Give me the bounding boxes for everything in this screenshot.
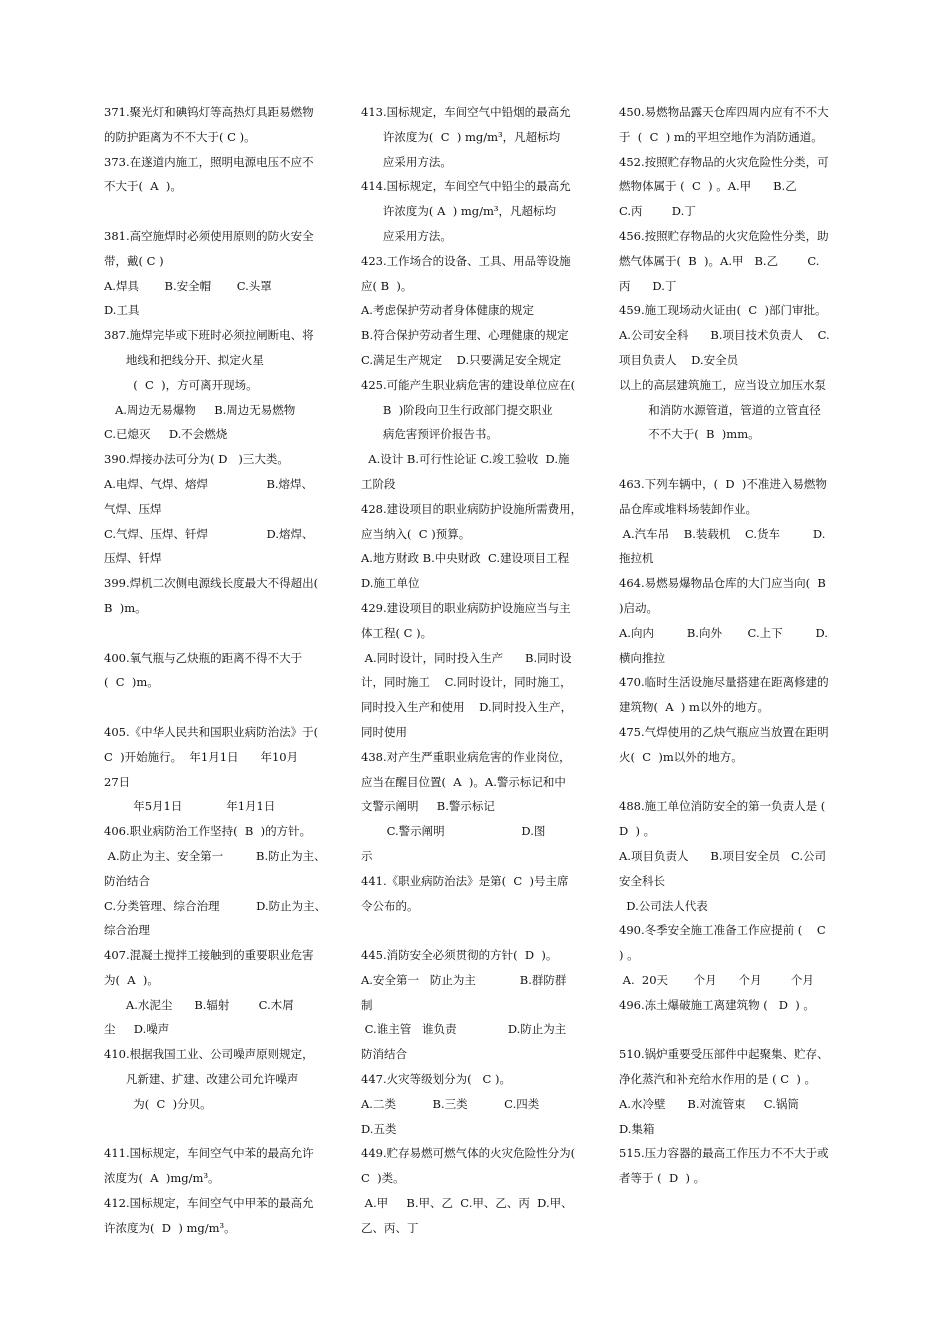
text-line: ( C )m。 (104, 675, 159, 690)
text-line: 413.国标规定，车间空气中铅烟的最高允 (361, 105, 571, 119)
text-line: 净化蒸汽和补充给水作用的是 ( C ) 。 (619, 1072, 817, 1087)
text-line: 459.施工现场动火证由( C )部门审批。 (619, 303, 827, 318)
text-line: 工阶段 (361, 476, 396, 491)
text-line: D.集箱 (619, 1121, 655, 1136)
text-line: 项目负责人 D.安全员 (619, 352, 739, 367)
text-line: B )m。 (104, 600, 147, 615)
text-line: 横向推拉 (619, 650, 665, 665)
text-line: A.电焊、气焊、熔焊 B.熔焊、 (104, 476, 314, 491)
text-line: A.考虑保护劳动者身体健康的规定 (361, 303, 534, 318)
text-line: 尘 D.噪声 (104, 1022, 170, 1037)
text-line: 年5月1日 年1月1日 (104, 799, 276, 814)
text-line: 应( B )。 (361, 278, 413, 293)
text-line: A.向内 B.向外 C.上下 D. (619, 625, 828, 640)
text-line: 371.聚光灯和碘钨灯等高热灯具距易燃物 (104, 105, 314, 119)
text-line: 27日 (104, 774, 131, 789)
text-line: 475.气焊使用的乙炔气瓶应当放置在距明 (619, 724, 829, 739)
text-line: 为( A )。 (104, 972, 159, 987)
text-line: A.防止为主、安全第一 B.防止为主、 (104, 848, 326, 863)
text-line: 应采用方法。 (361, 154, 452, 169)
text-line: C.丙 D.丁 (619, 204, 696, 219)
text-line: C.已熄灭 D.不会燃烧 (104, 427, 228, 442)
text-line: 441.《职业病防治法》是第( C )号主席 (361, 873, 569, 888)
text-line: 综合治理 (104, 923, 150, 938)
text-line: 464.易燃易爆物品仓库的大门应当向( B (619, 576, 826, 591)
text-line: C.满足生产规定 D.只要满足安全规定 (361, 352, 562, 367)
text-line: 建筑物( A ) m以外的地方。 (619, 700, 769, 715)
text-line: 390.焊接办法可分为( D )三大类。 (104, 452, 289, 467)
text-line: A.设计 B.可行性论证 C.竣工验收 D.施 (361, 452, 570, 467)
text-line: D ) 。 (619, 824, 656, 839)
text-line: 387.施焊完毕或下班时必须拉闸断电、将 (104, 328, 314, 343)
text-line: 381.高空施焊时必须使用原则的防火安全 (104, 228, 314, 243)
text-line: 许浓度为( C ) mg/m³，凡超标均 (361, 129, 561, 144)
text-line: 425.可能产生职业病危害的建设单位应在( (361, 377, 576, 392)
text-line: D.五类 (361, 1121, 397, 1136)
text-line: 拖拉机 (619, 551, 654, 566)
text-line: C.谁主管 谁负责 D.防止为主 (361, 1022, 567, 1037)
text-line: 地线和把线分开、拟定火星 (104, 352, 264, 367)
text-line: 496.冻土爆破施工离建筑物 ( D ) 。 (619, 997, 815, 1012)
text-line: 452.按照贮存物品的火灾危险性分类，可 (619, 154, 829, 169)
text-line: 411.国标规定，车间空气中苯的最高允许 (104, 1146, 314, 1161)
text-line: C.气焊、压焊、钎焊 D.熔焊、 (104, 526, 314, 541)
text-line: 515.压力容器的最高工作压力不不大于或 (619, 1146, 829, 1161)
text-line: 和消防水源管道，管道的立管直径 (619, 402, 821, 417)
text-line: A.水泥尘 B.辐射 C.木屑 (104, 997, 294, 1012)
text-line: D.施工单位 (361, 576, 420, 591)
text-line: 414.国标规定，车间空气中铅尘的最高允 (361, 179, 571, 194)
text-line: 429.建设项目的职业病防护设施应当与主 (361, 600, 571, 615)
text-line (619, 447, 844, 472)
text-line: 浓度为( A )mg/m³。 (104, 1171, 220, 1186)
text-line: A.项目负责人 B.项目安全员 C.公司 (619, 848, 827, 863)
text-line (361, 918, 587, 943)
text-line: 令公布的。 (361, 898, 419, 913)
text-line: C )类。 (361, 1171, 405, 1186)
text-line: 乙、丙、丁 (361, 1220, 419, 1235)
text-line: 气焊、压焊 (104, 501, 162, 516)
text-line: 品仓库或堆料场装卸作业。 (619, 501, 757, 516)
text-line: 体工程( C )。 (361, 625, 433, 640)
text-line: )启动。 (619, 600, 658, 615)
text-line: D.工具 (104, 303, 140, 318)
text-line: D.公司法人代表 (619, 898, 708, 913)
text-line: A.公司安全科 B.项目技术负责人 C. (619, 328, 830, 343)
text-line: 510.锅炉重要受压部件中起聚集、贮存、 (619, 1047, 829, 1062)
text-line (104, 199, 332, 224)
text-line (104, 621, 332, 646)
text-line: A.水冷壁 B.对流管束 C.锅筒 (619, 1096, 799, 1111)
text-line: 400.氧气瓶与乙炔瓶的距离不得不大于 (104, 650, 303, 665)
text-line: 同时投入生产和使用 D.同时投入生产， (361, 700, 573, 715)
text-line: 450.易燃物品露天仓库四周内应有不不大 (619, 105, 829, 119)
text-line: 399.焊机二次侧电源线长度最大不得超出( (104, 576, 319, 591)
text-line: ) 。 (619, 948, 639, 963)
text-line: 490.冬季安全施工准备工作应提前 ( C (619, 923, 826, 938)
text-line: C.警示阐明 D.图 (361, 824, 546, 839)
text-line: 带，戴( C ) (104, 253, 164, 268)
text-line: 火( C )m以外的地方。 (619, 749, 743, 764)
text-line: A.安全第一 防止为主 B.群防群 (361, 972, 567, 987)
text-line: 示 (361, 848, 373, 863)
text-line: 同时使用 (361, 724, 407, 739)
text-line: 488.施工单位消防安全的第一负责人是 ( (619, 799, 826, 814)
column-right (619, 100, 844, 1191)
text-line: 凡新建、扩建、改建公司允许噪声 (104, 1072, 299, 1087)
text-line (619, 1017, 844, 1042)
text-line: 者等于 ( D ) 。 (619, 1171, 706, 1186)
text-line: A.焊具 B.安全帽 C.头罩 (104, 278, 272, 293)
text-line: 449.贮存易燃可燃气体的火灾危险性分为( (361, 1146, 576, 1161)
text-line: 文警示阐明 B.警示标记 (361, 799, 495, 814)
text-line: 防消结合 (361, 1047, 407, 1062)
text-line: 423.工作场合的设备、工具、用品等设施 (361, 253, 571, 268)
text-line: 412.国标规定，车间空气中甲苯的最高允 (104, 1196, 314, 1211)
text-line: 丙 D.丁 (619, 278, 677, 293)
text-line (104, 695, 332, 720)
text-line: A.甲 B.甲、乙 C.甲、乙、丙 D.甲、 (361, 1196, 573, 1211)
text-line: 373.在遂道内施工，照明电源电压不应不 (104, 154, 314, 169)
text-line: 463.下列车辆中，( D )不准进入易燃物 (619, 476, 827, 491)
text-line: 406.职业病防治工作坚持( B )的方针。 (104, 824, 312, 839)
text-line: 病危害预评价报告书。 (361, 427, 498, 442)
text-line: C )开始施行。 年1月1日 年10月 (104, 749, 299, 764)
text-line: 428.建设项目的职业病防护设施所需费用， (361, 501, 583, 516)
text-line: C.分类管理、综合治理 D.防止为主、 (104, 898, 327, 913)
text-line: A.周边无易爆物 B.周边无易燃物 (104, 402, 296, 417)
text-line: B.符合保护劳动者生理、心理健康的规定 (361, 328, 569, 343)
text-line: 438.对产生严重职业病危害的作业岗位， (361, 749, 571, 764)
text-line: ( C )，方可离开现场。 (104, 377, 258, 392)
text-line: 456.按照贮存物品的火灾危险性分类，助 (619, 228, 829, 243)
text-line: 安全科长 (619, 873, 665, 888)
text-line: 445.消防安全必须贯彻的方针( D )。 (361, 948, 558, 963)
text-line: A.二类 B.三类 C.四类 (361, 1096, 540, 1111)
text-line: 不大于( A )。 (104, 179, 182, 194)
text-line: 470.临时生活设施尽量搭建在距离修建的 (619, 675, 829, 690)
text-line: A.同时设计，同时投入生产 B.同时设 (361, 650, 572, 665)
text-line: 许浓度为( A ) mg/m³，凡超标均 (361, 204, 556, 219)
text-line: 的防护距离为不不大于( C )。 (104, 129, 256, 144)
text-line: A.汽车吊 B.装载机 C.货车 D. (619, 526, 826, 541)
text-line: 407.混凝土搅拌工接触到的重要职业危害 (104, 948, 314, 963)
text-line: 应采用方法。 (361, 228, 452, 243)
text-line: 制 (361, 997, 373, 1012)
text-line: 防治结合 (104, 873, 150, 888)
text-line: 燃物体属于 ( C ) 。A.甲 B.乙 (619, 179, 797, 194)
text-line: B )阶段向卫生行政部门提交职业 (361, 402, 553, 417)
text-line: 计，同时施工 C.同时设计，同时施工， (361, 675, 572, 690)
text-line: 应当纳入( C )预算。 (361, 526, 471, 541)
text-line: A. 20天 个月 个月 个月 (619, 972, 814, 987)
text-line: 许浓度为( D ) mg/m³。 (104, 1220, 236, 1235)
text-line: 447.火灾等级划分为( C )。 (361, 1072, 511, 1087)
text-line (104, 1117, 332, 1142)
text-line: 以上的高层建筑施工，应当设立加压水泵 (619, 377, 826, 392)
text-line: 应当在醒目位置( A )。A.警示标记和中 (361, 774, 566, 789)
text-line (619, 770, 844, 795)
text-line: 为( C )分贝。 (104, 1096, 212, 1111)
text-line: 405.《中华人民共和国职业病防治法》于( (104, 724, 319, 739)
column-left (104, 100, 332, 1241)
text-line: 于 ( C ) m的平坦空地作为消防通道。 (619, 129, 823, 144)
text-line: 410.根据我国工业、公司噪声原则规定， (104, 1047, 314, 1062)
text-line: A.地方财政 B.中央财政 C.建设项目工程 (361, 551, 570, 566)
text-line: 燃气体属于( B )。A.甲 B.乙 C. (619, 253, 820, 268)
text-line: 压焊、钎焊 (104, 551, 162, 566)
column-middle (361, 100, 587, 1241)
text-line: 不不大于( B )mm。 (619, 427, 760, 442)
